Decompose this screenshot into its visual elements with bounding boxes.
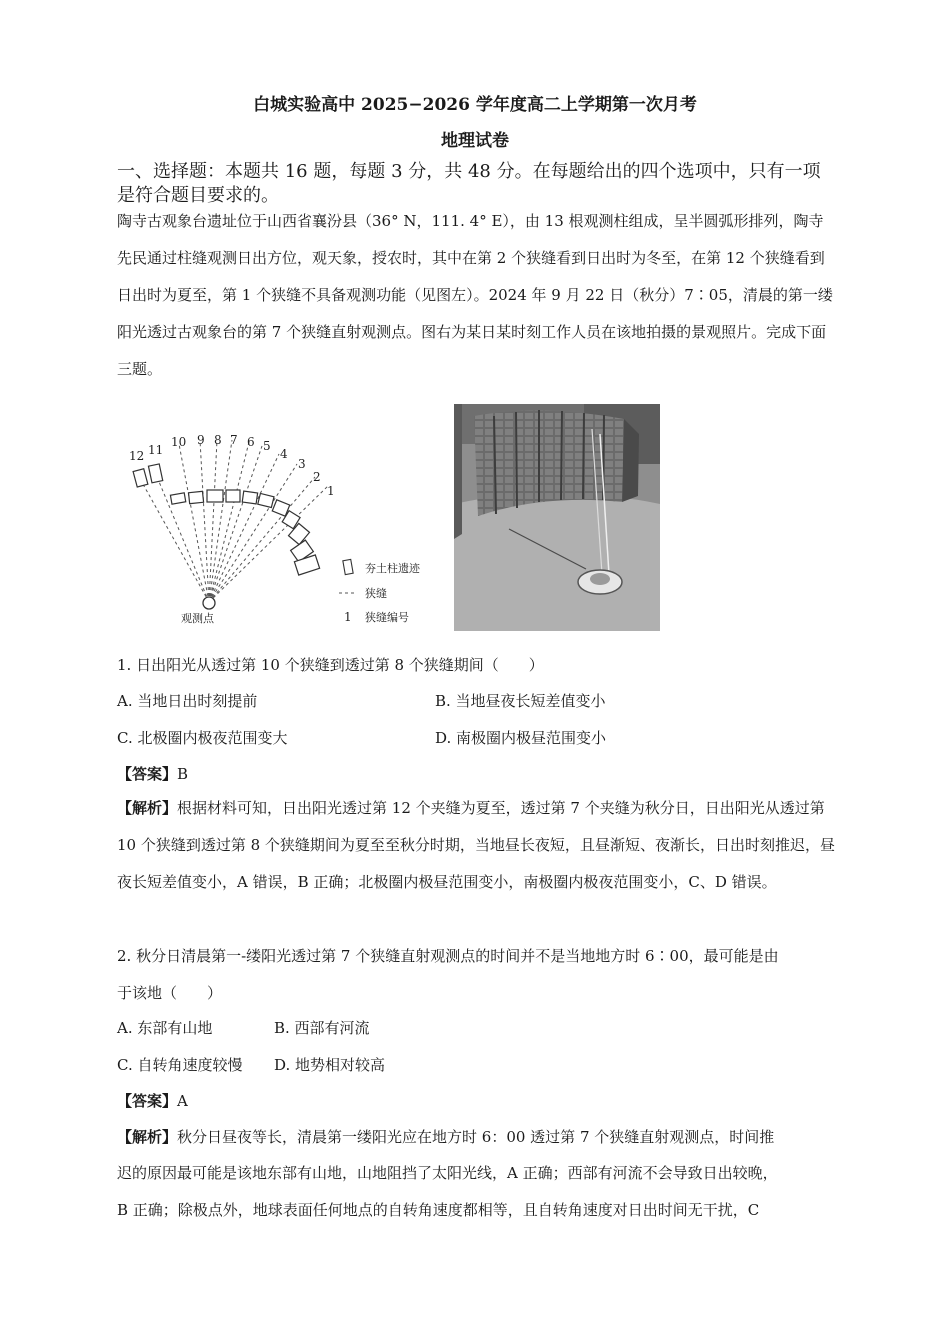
observation-point-marker [203, 597, 215, 609]
exam-title: 白城实验高中 2025−2026 学年度高二上学期第一次月考 [253, 95, 697, 115]
slit-number: 9 [197, 433, 205, 447]
slit-number: 5 [263, 439, 271, 453]
slit-number: 1 [327, 484, 335, 498]
q1-option-b[interactable]: B. 当地昼夜长短差值变小 [435, 692, 606, 710]
answer-label: 【答案】 [117, 1092, 178, 1110]
answer-label: 【答案】 [117, 765, 178, 783]
q2-option-d[interactable]: D. 地势相对较高 [274, 1056, 386, 1074]
q1-option-a[interactable]: A. 当地日出时刻提前 [117, 692, 258, 710]
q2-answer [117, 1091, 188, 1111]
q2-option-b[interactable]: B. 西部有河流 [274, 1019, 370, 1037]
slit-number: 12 [129, 449, 145, 463]
legend-pillar: 夯土柱遗迹 [365, 562, 420, 575]
q2-stem-line-2: 于该地（ ） [117, 984, 223, 1002]
q2-option-a[interactable]: A. 东部有山地 [117, 1019, 213, 1037]
q2-stem-line-1: 2. 秋分日清晨第一-缕阳光透过第 7 个狭缝直射观测点的时间并不是当地地方时 6∶00，最可能是由 [117, 947, 779, 965]
q2-analysis-line-1 [117, 1127, 774, 1147]
answer-value: A [177, 1092, 188, 1110]
slit-number: 10 [171, 435, 187, 449]
q1-answer [117, 764, 188, 784]
analysis-text: 秋分日昼夜等长，清晨第一缕阳光应在地方时 6：00 透过第 7 个狭缝直射观测点，时间推 [177, 1128, 775, 1146]
analysis-label: 【解析】 [117, 799, 178, 817]
q1-analysis [117, 790, 837, 901]
slit-number: 6 [247, 435, 255, 449]
slit-number: 11 [148, 443, 164, 457]
section-instruction: 一、选择题：本题共 16 题，每题 3 分，共 48 分。在每题给出的四个选项中，只有一项是符合题目要求的。 [117, 161, 821, 206]
site-photo [454, 404, 660, 631]
q1-stem: 1. 日出阳光从透过第 10 个狭缝到透过第 8 个狭缝期间（ ） [117, 656, 544, 674]
slit-number: 3 [298, 457, 306, 471]
answer-value: B [177, 765, 189, 783]
question-intro: 陶寺古观象台遗址位于山西省襄汾县（36° N，111. 4° E），由 13 根观测柱组成，呈半圆弧形排列，陶寺先民通过柱缝观测日出方位，观天象，授农时，其中在第 2 个狭缝看到日出时为冬至，在第 12 个狭缝看到日出时为夏至，第 1 个狭缝不具备观测功能（见图左）。2024 年 9 月 22 日（秋分）7∶05，清晨的第一缕阳光透过古观象台的第 7 个狭缝直射观测点。图右为某日某时刻工作人员在该地拍摄的景观照片。完成下面三题。 [117, 212, 833, 378]
legend-slit: 狭缝 [365, 587, 387, 600]
slit-number: 2 [313, 470, 321, 484]
exam-subject: 地理试卷 [441, 131, 509, 151]
legend-number: 狭缝编号 [365, 611, 409, 624]
slit-number: 4 [280, 447, 288, 461]
slit-number: 8 [214, 433, 222, 447]
observatory-diagram [117, 422, 447, 632]
observation-point-label: 观测点 [181, 612, 214, 625]
q2-analysis-line-2: 迟的原因最可能是该地东部有山地，山地阻挡了太阳光线，A 正确；西部有河流不会导致日出较晚， [117, 1164, 778, 1182]
analysis-text: 根据材料可知，日出阳光透过第 12 个夹缝为夏至，透过第 7 个夹缝为秋分日，日出阳光从透过第 10 个狭缝到透过第 8 个狭缝期间为夏至至秋分时期，当地昼长夜短，且昼渐短、夜渐长，日出时刻推迟，昼夜长短差值变小，A 错误，B 正确；北极圈内极昼范围变小，南极圈内极夜范围变小，C、D 错误。 [117, 799, 835, 891]
figure-legend [339, 559, 421, 624]
slit-number: 7 [230, 433, 238, 447]
legend-number-symbol: 1 [344, 610, 352, 624]
q1-option-d[interactable]: D. 南极圈内极昼范围变小 [435, 729, 607, 747]
q2-option-c[interactable]: C. 自转角速度较慢 [117, 1056, 243, 1074]
q1-option-c[interactable]: C. 北极圈内极夜范围变大 [117, 729, 288, 747]
analysis-label: 【解析】 [117, 1128, 178, 1146]
q2-analysis-line-3: B 正确；除极点外，地球表面任何地点的自转角速度都相等，且自转角速度对日出时间无干扰，C [117, 1201, 760, 1219]
